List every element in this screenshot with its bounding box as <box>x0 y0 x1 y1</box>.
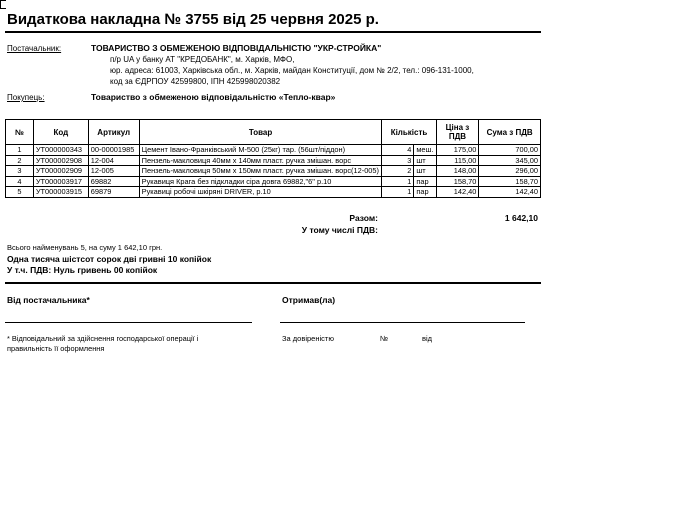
row-unit: шт <box>414 166 436 177</box>
row-code: УТ000003915 <box>33 187 88 198</box>
row-article: 69882 <box>88 176 139 187</box>
supplier-name: ТОВАРИСТВО З ОБМЕЖЕНОЮ ВІДПОВІДАЛЬНІСТЮ "УКР-СТРОЙКА" <box>91 43 382 53</box>
row-sum: 700,00 <box>479 145 541 156</box>
items-table <box>5 119 541 198</box>
receiver-signature-line <box>280 322 525 323</box>
row-num: 2 <box>6 155 34 166</box>
header-qty: Кількість <box>382 120 436 145</box>
buyer-label: Покупець: <box>7 93 45 102</box>
summary-count: Всього найменувань 5, на суму 1 642,10 грн. <box>7 243 163 252</box>
total-value: 1 642,10 <box>504 213 538 223</box>
proxy-date-label: від <box>422 334 433 343</box>
row-article: 12-005 <box>88 166 139 177</box>
header-price: Ціна з ПДВ <box>436 120 479 145</box>
table-row <box>6 166 541 177</box>
responsible-footnote: * Відповідальний за здійснення господарської операції і правильність її оформлення <box>7 334 199 353</box>
row-price: 148,00 <box>436 166 479 177</box>
supplier-bank: п/р UA у банку АТ "КРЕДОБАНК", м. Харків, МФО, <box>110 55 295 64</box>
summary-vat-words: У т.ч. ПДВ: Нуль гривень 00 копійок <box>7 265 158 275</box>
header-sum: Сума з ПДВ <box>479 120 541 145</box>
row-price: 115,00 <box>436 155 479 166</box>
receiver-signature-label: Отримав(ла) <box>282 295 336 305</box>
row-num: 3 <box>6 166 34 177</box>
row-article: 69879 <box>88 187 139 198</box>
total-label: Разом: <box>349 213 378 223</box>
row-product: Цемент Івано-Франківський М-500 (25кг) тар. (56шт/піддон) <box>139 145 382 156</box>
supplier-address: юр. адреса: 61003, Харківська обл., м. Харків, майдан Конституції, дом № 2/2, тел.: 096-131-1000, <box>110 66 474 75</box>
row-code: УТ000000343 <box>33 145 88 156</box>
row-qty: 2 <box>382 166 414 177</box>
supplier-signature-line <box>5 322 252 323</box>
row-unit: шт <box>414 155 436 166</box>
row-price: 175,00 <box>436 145 479 156</box>
summary-words: Одна тисяча шістсот сорок дві гривні 10 копійок <box>7 254 212 264</box>
row-sum: 345,00 <box>479 155 541 166</box>
row-code: УТ000003917 <box>33 176 88 187</box>
table-header-row <box>6 120 541 145</box>
vat-label: У тому числі ПДВ: <box>301 225 378 235</box>
row-unit: пар <box>414 187 436 198</box>
table-row <box>6 187 541 198</box>
row-code: УТ000002909 <box>33 166 88 177</box>
row-code: УТ000002908 <box>33 155 88 166</box>
row-product: Пензель-макловиця 40мм х 140мм пласт. ручка змішан. ворс <box>139 155 382 166</box>
row-sum: 142,40 <box>479 187 541 198</box>
header-num: № <box>6 120 34 145</box>
proxy-number-label: № <box>380 334 389 343</box>
table-row <box>6 176 541 187</box>
corner-bracket <box>0 0 6 9</box>
row-article: 12-004 <box>88 155 139 166</box>
row-qty: 3 <box>382 155 414 166</box>
supplier-label: Постачальник: <box>7 44 62 53</box>
summary-divider <box>5 282 541 284</box>
row-sum: 158,70 <box>479 176 541 187</box>
row-sum: 296,00 <box>479 166 541 177</box>
row-product: Пензель-макловиця 50мм х 150мм пласт. ручка змішан. ворс(12-005) <box>139 166 382 177</box>
row-article: 00-00001985 <box>88 145 139 156</box>
row-price: 158,70 <box>436 176 479 187</box>
row-num: 4 <box>6 176 34 187</box>
title-divider <box>5 31 541 33</box>
row-num: 5 <box>6 187 34 198</box>
row-product: Рукавиці робочі шкіряні DRIVER, р.10 <box>139 187 382 198</box>
row-qty: 1 <box>382 176 414 187</box>
header-code: Код <box>33 120 88 145</box>
header-product: Товар <box>139 120 382 145</box>
row-qty: 1 <box>382 187 414 198</box>
document-title: Видаткова накладна № 3755 від 25 червня 2025 р. <box>7 11 379 28</box>
row-product: Рукавиця Крага без підкладки сіра довга 69882,"6" р.10 <box>139 176 382 187</box>
proxy-label: За довіреністю <box>282 334 334 343</box>
row-unit: пар <box>414 176 436 187</box>
supplier-codes: код за ЄДРПОУ 42599800, ІПН 425998020382 <box>110 77 281 86</box>
supplier-signature-label: Від постачальника* <box>7 295 90 305</box>
row-unit: меш. <box>414 145 436 156</box>
row-price: 142,40 <box>436 187 479 198</box>
buyer-name: Товариство з обмеженою відповідальністю «Тепло-квар» <box>91 92 336 102</box>
row-num: 1 <box>6 145 34 156</box>
header-article: Артикул <box>88 120 139 145</box>
row-qty: 4 <box>382 145 414 156</box>
table-row <box>6 155 541 166</box>
table-row <box>6 145 541 156</box>
